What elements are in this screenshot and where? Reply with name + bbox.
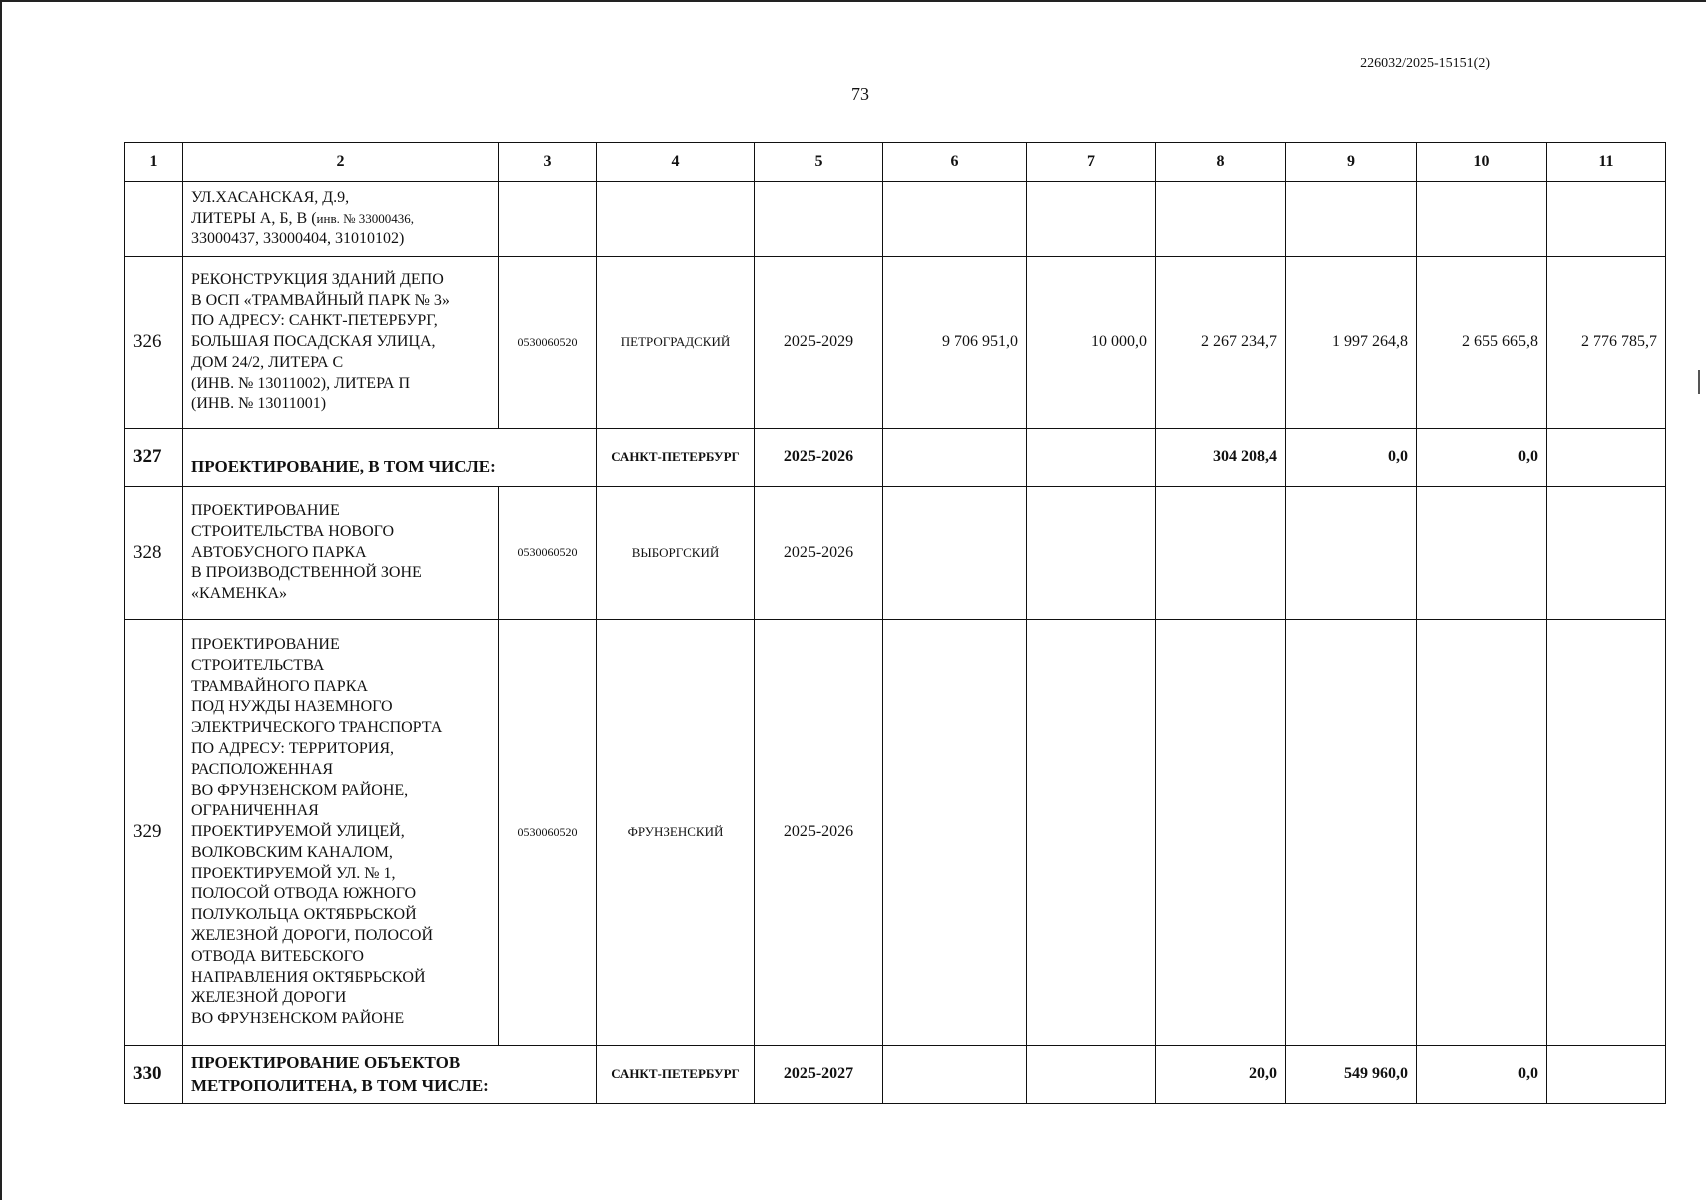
cell-period: 2025-2026 [755,429,883,487]
cell-col9: 1 997 264,8 [1286,257,1417,429]
cell-period [755,182,883,257]
table-row-continuation [125,182,1666,257]
name-line: УЛ.ХАСАНСКАЯ, Д.9, [191,188,350,206]
name-line: ЖЕЛЕЗНОЙ ДОРОГИ [191,989,347,1007]
name-line: ПРОЕКТИРОВАНИЕ [191,502,340,519]
name-line: ПРОЕКТИРУЕМОЙ УЛ. № 1, [191,864,396,882]
cell-period: 2025-2029 [755,257,883,429]
cell-col6: 9 706 951,0 [883,257,1027,429]
object-name [183,429,597,487]
cell-period: 2025-2026 [755,620,883,1046]
cell-col10 [1417,620,1547,1046]
name-line: ПО АДРЕСУ: ТЕРРИТОРИЯ, [191,739,395,757]
cell-col9 [1286,182,1417,257]
table-row [125,429,1666,487]
cell-district: ФРУНЗЕНСКИЙ [597,620,755,1046]
cell-col11 [1547,620,1666,1046]
table-row [125,620,1666,1046]
cell-col7 [1027,620,1156,1046]
cell-col7 [1027,1046,1156,1104]
header-cell-4: 4 [597,143,755,182]
name-line: РАСПОЛОЖЕННАЯ [191,760,334,778]
table-row [125,1046,1666,1104]
cell-col8 [1156,182,1286,257]
cell-period: 2025-2027 [755,1046,883,1104]
name-line: ВО ФРУНЗЕНСКОМ РАЙОНЕ [191,1010,405,1028]
cell-col10: 0,0 [1417,429,1547,487]
name-line: СТРОИТЕЛЬСТВА [191,656,325,674]
table-row [125,257,1666,429]
row-number: 328 [125,487,183,620]
name-line: ПОЛОСОЙ ОТВОДА ЮЖНОГО [191,885,417,903]
cell-col6 [883,182,1027,257]
cell-col7 [1027,182,1156,257]
margin-mark [1698,370,1700,394]
cell-col7 [1027,487,1156,620]
cell-col11 [1547,429,1666,487]
name-line: ПРОЕКТИРОВАНИЕ, В ТОМ ЧИСЛЕ: [191,456,496,476]
cell-district: ПЕТРОГРАДСКИЙ [597,257,755,429]
name-fragment: ЛИТЕРЫ А, Б, В ( [191,209,317,227]
cell-col9: 549 960,0 [1286,1046,1417,1104]
header-cell-6: 6 [883,143,1027,182]
row-number: 329 [125,620,183,1046]
object-name [183,182,499,257]
cell-col8: 2 267 234,7 [1156,257,1286,429]
cell-code: 0530060520 [499,257,597,429]
name-line: РЕКОНСТРУКЦИЯ ЗДАНИЙ ДЕПО [191,270,444,288]
name-line: (ИНВ. № 13011002), ЛИТЕРА П [191,374,411,392]
name-line: АВТОБУСНОГО ПАРКА [191,543,367,561]
cell-col6 [883,620,1027,1046]
name-line: (ИНВ. № 13011001) [191,395,327,413]
cell-col8 [1156,487,1286,620]
cell-col7: 10 000,0 [1027,257,1156,429]
name-line: «КАМЕНКА» [191,585,288,603]
name-line: СТРОИТЕЛЬСТВА НОВОГО [191,522,395,540]
header-cell-9: 9 [1286,143,1417,182]
row-number [125,182,183,257]
name-line: ОГРАНИЧЕННАЯ [191,802,319,820]
header-cell-10: 10 [1417,143,1547,182]
cell-col10 [1417,182,1547,257]
name-line: ПОЛУКОЛЬЦА ОКТЯБРЬСКОЙ [191,906,417,924]
name-line: 33000437, 33000404, 31010102) [191,230,405,248]
cell-district [597,182,755,257]
cell-col9: 0,0 [1286,429,1417,487]
header-cell-7: 7 [1027,143,1156,182]
name-line: В ПРОИЗВОДСТВЕННОЙ ЗОНЕ [191,564,422,582]
cell-col6 [883,1046,1027,1104]
name-line: ДОМ 24/2, ЛИТЕРА С [191,353,344,371]
cell-col9 [1286,487,1417,620]
name-line: ЭЛЕКТРИЧЕСКОГО ТРАНСПОРТА [191,719,443,737]
cell-district: ВЫБОРГСКИЙ [597,487,755,620]
row-number: 330 [125,1046,183,1104]
cell-col6 [883,487,1027,620]
name-line: ПО АДРЕСУ: САНКТ-ПЕТЕРБУРГ, [191,312,438,330]
document-id: 226032/2025-15151(2) [1360,56,1490,71]
object-name [183,1046,597,1104]
page-number: 73 [851,84,869,104]
name-line: БОЛЬШАЯ ПОСАДСКАЯ УЛИЦА, [191,333,436,351]
header-cell-3: 3 [499,143,597,182]
cell-period: 2025-2026 [755,487,883,620]
name-line: НАПРАВЛЕНИЯ ОКТЯБРЬСКОЙ [191,968,426,986]
cell-col10: 2 655 665,8 [1417,257,1547,429]
object-name [183,620,499,1046]
name-line: ВО ФРУНЗЕНСКОМ РАЙОНЕ, [191,781,409,799]
page-border-left [0,0,2,1200]
cell-col11: 2 776 785,7 [1547,257,1666,429]
cell-col6 [883,429,1027,487]
cell-col10: 0,0 [1417,1046,1547,1104]
header-cell-11: 11 [1547,143,1666,182]
cell-col9 [1286,620,1417,1046]
cell-col7 [1027,429,1156,487]
name-line: ЖЕЛЕЗНОЙ ДОРОГИ, ПОЛОСОЙ [191,927,434,945]
header-cell-2: 2 [183,143,499,182]
cell-code: 0530060520 [499,620,597,1046]
name-line: ПРОЕКТИРОВАНИЕ [191,635,340,653]
name-line: МЕТРОПОЛИТЕНА, В ТОМ ЧИСЛЕ: [191,1075,489,1095]
name-line: ВОЛКОВСКИМ КАНАЛОМ, [191,843,393,861]
header-cell-8: 8 [1156,143,1286,182]
name-line: ПРОЕКТИРОВАНИЕ ОБЪЕКТОВ [191,1053,461,1073]
name-line: ОТВОДА ВИТЕБСКОГО [191,947,364,965]
cell-col11 [1547,1046,1666,1104]
cell-col11 [1547,182,1666,257]
cell-col11 [1547,487,1666,620]
name-line: В ОСП «ТРАМВАЙНЫЙ ПАРК № 3» [191,291,450,309]
object-name [183,487,499,620]
header-row [125,143,1666,182]
name-line: ПРОЕКТИРУЕМОЙ УЛИЦЕЙ, [191,823,405,841]
cell-col8: 20,0 [1156,1046,1286,1104]
page-border-top [0,0,1706,2]
inventory-number: инв. № 33000436, [316,210,415,226]
table-row [125,487,1666,620]
cell-district: САНКТ-ПЕТЕРБУРГ [597,1046,755,1104]
cell-col8: 304 208,4 [1156,429,1286,487]
object-name [183,257,499,429]
budget-table [124,142,1666,1104]
cell-code: 0530060520 [499,487,597,620]
row-number: 326 [125,257,183,429]
cell-code [499,182,597,257]
cell-col10 [1417,487,1547,620]
header-cell-1: 1 [125,143,183,182]
name-line: ТРАМВАЙНОГО ПАРКА [191,677,368,695]
name-line [191,209,490,230]
name-line: ПОД НУЖДЫ НАЗЕМНОГО [191,698,393,716]
cell-district: САНКТ-ПЕТЕРБУРГ [597,429,755,487]
row-number: 327 [125,429,183,487]
cell-col8 [1156,620,1286,1046]
header-cell-5: 5 [755,143,883,182]
